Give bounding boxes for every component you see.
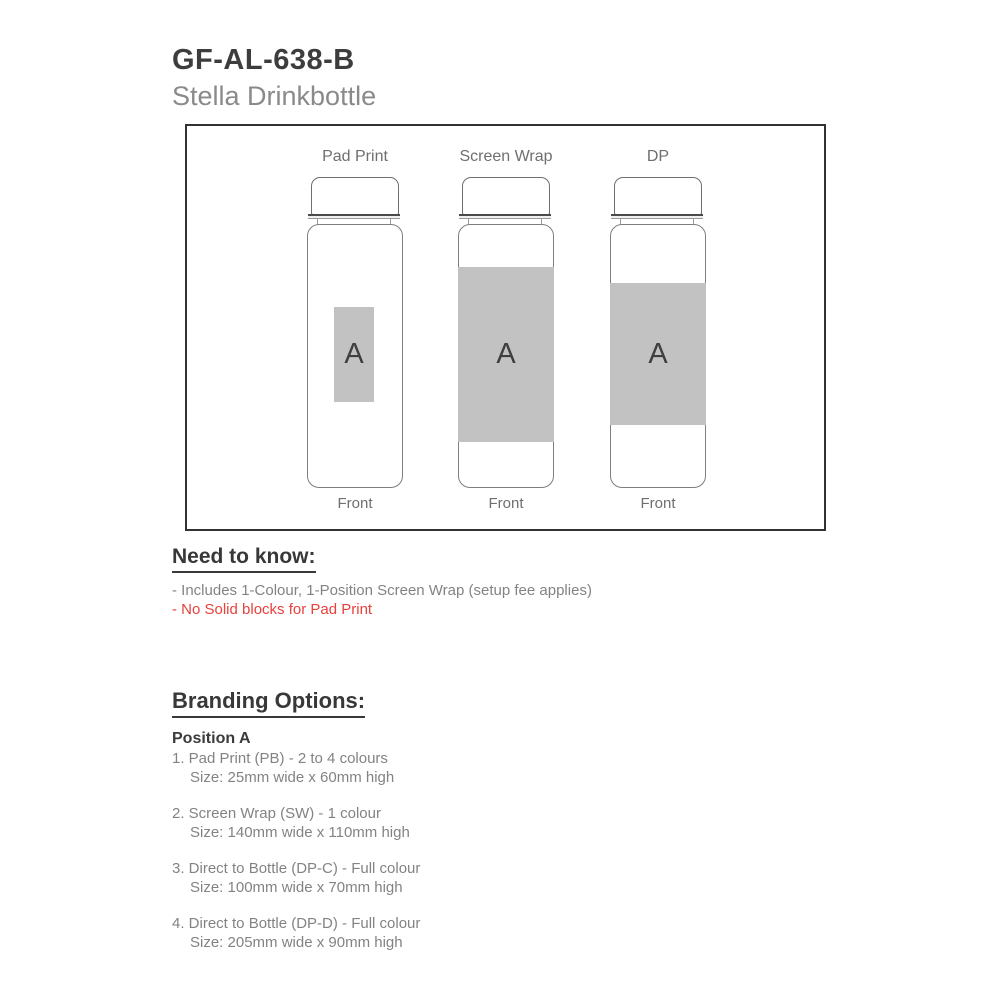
option-description: 1. Pad Print (PB) - 2 to 4 colours xyxy=(172,750,388,767)
product-name-subtitle: Stella Drinkbottle xyxy=(172,81,377,111)
product-code-title: GF-AL-638-B xyxy=(172,44,355,76)
bottle-body xyxy=(307,224,403,488)
need-to-know-warning: - No Solid blocks for Pad Print xyxy=(172,601,373,618)
position-letter: A xyxy=(496,338,516,370)
print-method-label: Screen Wrap xyxy=(459,148,553,165)
view-label: Front xyxy=(640,495,676,512)
option-size: Size: 205mm wide x 90mm high xyxy=(190,934,403,951)
branding-options-list xyxy=(172,749,420,969)
print-area-screen-wrap xyxy=(458,267,554,442)
view-label: Front xyxy=(488,495,524,512)
branding-diagram-box xyxy=(185,124,826,531)
bottle-pad-print xyxy=(295,126,415,529)
position-letter: A xyxy=(648,337,668,370)
option-description: 2. Screen Wrap (SW) - 1 colour xyxy=(172,805,381,822)
option-description: 4. Direct to Bottle (DP-D) - Full colour xyxy=(172,915,421,932)
need-to-know-heading: Need to know: xyxy=(172,545,316,573)
option-size: Size: 100mm wide x 70mm high xyxy=(190,879,403,896)
branding-option-screen-wrap xyxy=(172,804,420,842)
need-to-know-note: - Includes 1-Colour, 1-Position Screen Wrap (setup fee applies) xyxy=(172,582,592,599)
option-size: Size: 140mm wide x 110mm high xyxy=(190,824,410,841)
option-description: 3. Direct to Bottle (DP-C) - Full colour xyxy=(172,860,421,877)
position-letter: A xyxy=(344,338,364,370)
branding-option-pad-print xyxy=(172,749,420,787)
branding-option-dp-c xyxy=(172,859,420,897)
print-method-label: Pad Print xyxy=(322,148,388,165)
print-area-dp xyxy=(610,283,706,425)
position-a-label: Position A xyxy=(172,730,251,747)
bottle-dp xyxy=(598,126,718,529)
print-method-label: DP xyxy=(646,148,670,165)
bottle-cap xyxy=(311,177,399,215)
branding-options-heading: Branding Options: xyxy=(172,688,365,718)
bottle-body xyxy=(610,224,706,488)
branding-option-dp-d xyxy=(172,914,420,952)
bottle-screen-wrap xyxy=(446,126,566,529)
view-label: Front xyxy=(337,495,373,512)
print-area-pad-print xyxy=(334,307,374,402)
option-size: Size: 25mm wide x 60mm high xyxy=(190,769,395,786)
bottle-cap xyxy=(462,177,550,215)
bottle-cap xyxy=(614,177,702,215)
bottle-body xyxy=(458,224,554,488)
